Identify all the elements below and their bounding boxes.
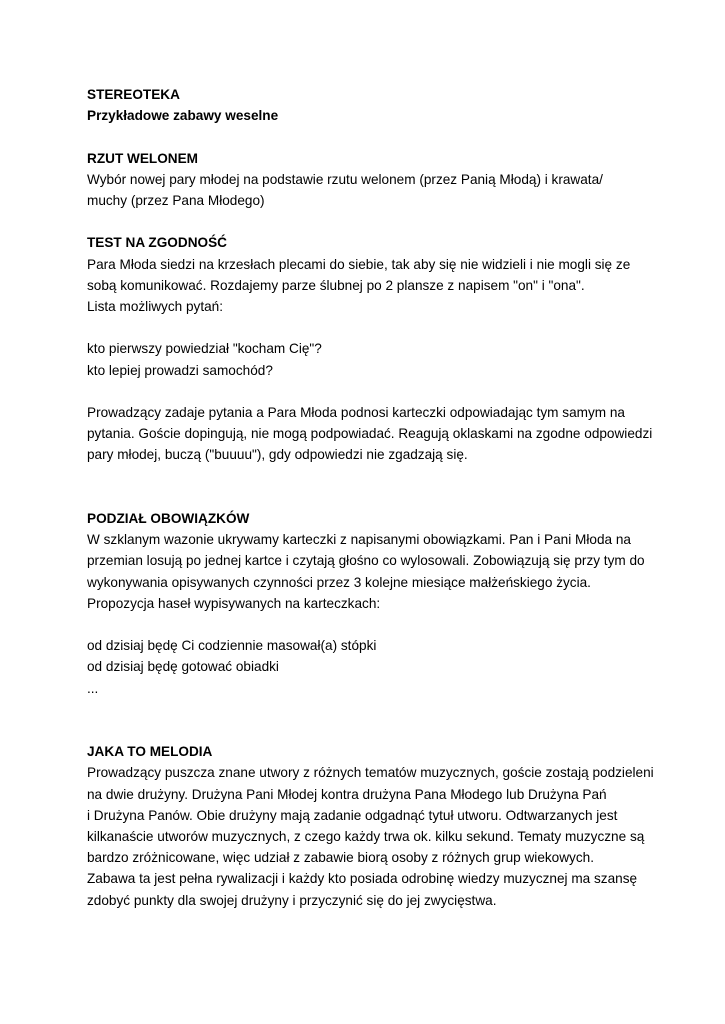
spacer [87,487,647,508]
paragraph-line: bardzo zróżnicowane, więc udział z zabawie biorą osoby z różnych grup wiekowych. [87,850,594,866]
paragraph-line: zdobyć punkty dla swojej drużyny i przyczynić się do jej zwycięstwa. [87,892,497,908]
spacer [87,466,647,487]
spacer [87,381,647,402]
paragraph-line: muchy (przez Pana Młodego) [87,193,265,208]
paragraph-line: pytania. Goście dopingują, nie mogą podpowiadać. Reagują oklaskami na zgodne odpowiedzi [87,426,653,442]
paragraph-line: Para Młoda siedzi na krzesłach plecami do siebie, tak aby się nie widzieli i nie mogli się ze [87,256,631,272]
spacer [87,720,647,741]
question-item: kto lepiej prowadzi samochód? [87,362,273,378]
spacer [87,699,647,720]
document-title: STEREOTEKA [87,87,180,102]
spacer [87,614,647,635]
document-subtitle: Przykładowe zabawy weselne [87,108,279,124]
question-item: kto pierwszy powiedział "kocham Cię"? [87,341,322,357]
paragraph-line: Zabawa ta jest pełna rywalizacji i każdy kto posiada odrobinę wiedzy muzycznej ma szansę [87,871,638,887]
section-heading: TEST NA ZGODNOŚĆ [87,235,227,251]
spacer [87,211,647,232]
paragraph-line: kilkanaście utworów muzycznych, z czego każdy trwa ok. kilku sekund. Tematy muzyczne są [87,828,645,844]
paragraph-line: Prowadzący zadaje pytania a Para Młoda podnosi karteczki odpowiadając tym samym na [87,404,625,420]
paragraph-line: Propozycja haseł wypisywanych na karteczkach: [87,595,381,611]
paragraph-line: Lista możliwych pytań: [87,299,223,314]
section-heading: PODZIAŁ OBOWIĄZKÓW [87,510,250,526]
paragraph-line: na dwie drużyny. Drużyna Pani Młodej kontra drużyna Pana Młodego lub Drużyna Pań [87,786,607,802]
example-item: ... [87,680,99,696]
example-item: od dzisiaj będę Ci codziennie masował(a) stópki [87,638,377,654]
paragraph-line: W szklanym wazonie ukrywamy karteczki z napisanymi obowiązkami. Pan i Pani Młoda na [87,532,631,548]
section-heading: RZUT WELONEM [87,150,199,166]
spacer [87,126,647,147]
section-heading: JAKA TO MELODIA [87,744,213,760]
spacer [87,317,647,338]
paragraph-line: pary młodej, buczą ("buuuu"), gdy odpowiedzi nie zgadzają się. [87,447,468,463]
paragraph-line: sobą komunikować. Rozdajemy parze ślubnej po 2 plansze z napisem "on" i "ona". [87,277,585,293]
document-page [87,84,654,911]
example-item: od dzisiaj będę gotować obiadki [87,659,279,675]
paragraph-line: wykonywania opisywanych czynności przez 3 kolejne miesiące małżeńskiego życia. [87,574,591,590]
paragraph-line: i Drużyna Panów. Obie drużyny mają zadanie odgadnąć tytuł utworu. Odtwarzanych jest [87,807,618,823]
paragraph-line: przemian losują po jednej kartce i czytają głośno co wylosowali. Zobowiązują się przy tym do [87,553,645,569]
paragraph-line: Wybór nowej pary młodej na podstawie rzutu welonem (przez Panią Młodą) i krawata/ [87,171,603,187]
paragraph-line: Prowadzący puszcza znane utwory z różnych tematów muzycznych, goście zostają podzieleni [87,765,654,781]
